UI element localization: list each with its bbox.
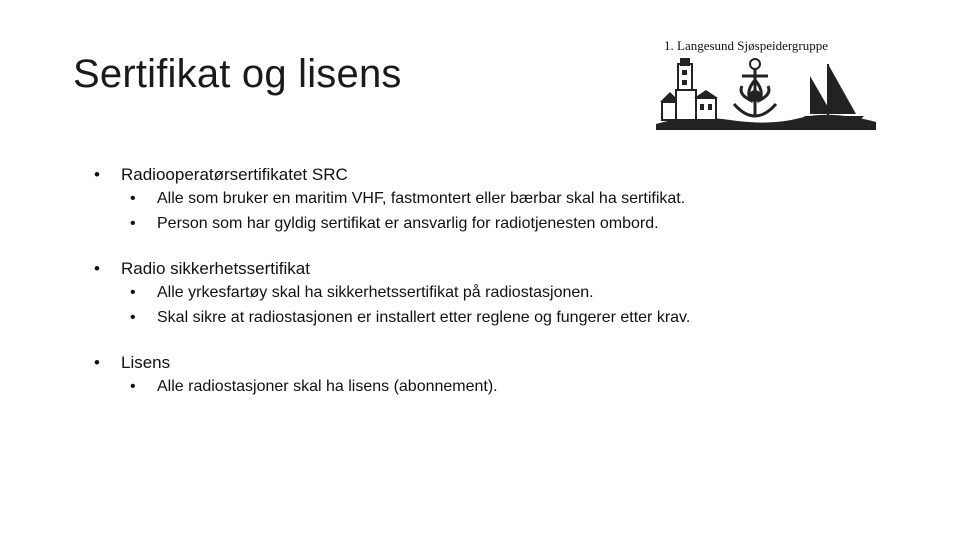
sub-bullet-text: Alle yrkesfartøy skal ha sikkerhetssertifikat på radiostasjonen.: [157, 284, 594, 301]
logo-text: 1. Langesund Sjøspeidergruppe: [664, 38, 829, 53]
bullet-content: [94, 164, 914, 421]
bullet-heading: [94, 352, 914, 374]
bullet-icon: •: [130, 378, 136, 395]
sub-bullet: [94, 280, 914, 305]
bullet-icon: •: [130, 215, 136, 232]
sub-bullet-text: Alle som bruker en maritim VHF, fastmontert eller bærbar skal ha sertifikat.: [157, 190, 686, 207]
bullet-icon: •: [94, 259, 100, 278]
sub-bullet: [94, 305, 914, 330]
sub-bullet-text: Alle radiostasjoner skal ha lisens (abonnement).: [157, 378, 498, 395]
sub-bullet: [94, 211, 914, 236]
slide-title: Sertifikat og lisens: [73, 52, 402, 96]
sub-bullet: [94, 374, 914, 399]
sub-bullet-text: Skal sikre at radiostasjonen er installert etter reglene og fungerer etter krav.: [157, 309, 691, 326]
scout-group-logo: [650, 34, 880, 134]
section-heading: Lisens: [121, 353, 171, 372]
section-safety-certificate: [94, 258, 914, 330]
section-heading: Radiooperatørsertifikatet SRC: [121, 165, 348, 184]
bullet-icon: •: [130, 284, 136, 301]
bullet-heading: [94, 164, 914, 186]
bullet-icon: •: [94, 353, 100, 372]
bullet-heading: [94, 258, 914, 280]
bullet-icon: •: [94, 165, 100, 184]
bullet-icon: •: [130, 190, 136, 207]
logo-emblem-icon: [650, 54, 880, 134]
sub-bullet-text: Person som har gyldig sertifikat er ansvarlig for radiotjenesten ombord.: [157, 215, 659, 232]
sub-bullet: [94, 186, 914, 211]
section-heading: Radio sikkerhetssertifikat: [121, 259, 310, 278]
bullet-icon: •: [130, 309, 136, 326]
section-src: [94, 164, 914, 236]
section-license: [94, 352, 914, 399]
